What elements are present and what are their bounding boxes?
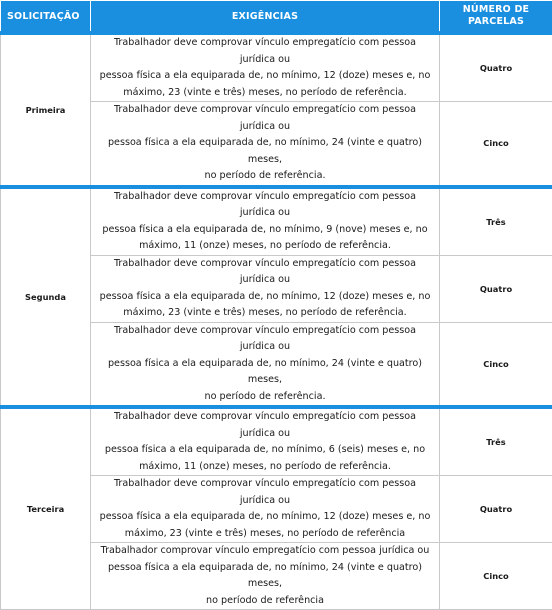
exigencia-line: pessoa física a ela equiparada de, no mínimo, 12 (doze) meses e, no [100, 291, 431, 302]
exigencia-line: Trabalhador deve comprovar vínculo empregatício com pessoa jurídica ou [114, 191, 416, 219]
exigencia-line: pessoa física a ela equiparada de, no mínimo, 24 (vinte e quatro) meses, [108, 137, 422, 165]
exigencia-line: Trabalhador deve comprovar vínculo empregatício com pessoa jurídica ou [114, 37, 416, 65]
parcelas-cell: Quatro [440, 33, 552, 102]
exigencia-line: pessoa física a ela equiparada de, no mínimo, 12 (doze) meses e, no [100, 511, 431, 522]
exigencia-cell [91, 33, 440, 102]
exigencia-line: Trabalhador deve comprovar vínculo empregatício com pessoa jurídica ou [114, 258, 416, 286]
solicitacao-cell: Primeira [1, 33, 91, 187]
exigencia-line: máximo, 23 (vinte e três) meses, no período de referência. [123, 307, 406, 318]
header-row [1, 1, 552, 34]
exigencia-line: Trabalhador deve comprovar vínculo empregatício com pessoa jurídica ou [114, 478, 416, 506]
exigencia-cell [91, 255, 440, 322]
exigencia-cell [91, 187, 440, 256]
table-row [1, 33, 552, 102]
parcelas-cell: Quatro [440, 476, 552, 543]
parcelas-cell: Três [440, 407, 552, 476]
exigencia-cell [91, 322, 440, 407]
exigencia-line: Trabalhador deve comprovar vínculo empregatício com pessoa jurídica ou [114, 411, 416, 439]
parcelas-cell: Cinco [440, 102, 552, 187]
exigencia-line: no período de referência [206, 595, 324, 606]
exigencia-line: pessoa física a ela equiparada de, no mínimo, 12 (doze) meses e, no [100, 70, 431, 81]
exigencia-line: Trabalhador deve comprovar vínculo empregatício com pessoa jurídica ou [114, 104, 416, 132]
header-solicitacao: SOLICITAÇÃO [1, 1, 91, 34]
exigencia-line: pessoa física a ela equiparada de, no mínimo, 24 (vinte e quatro) meses, [108, 358, 422, 386]
exigencia-line: máximo, 23 (vinte e três) meses, no período de referência [125, 528, 405, 539]
parcelas-cell: Cinco [440, 543, 552, 610]
exigencia-cell [91, 102, 440, 187]
exigencia-line: Trabalhador deve comprovar vínculo empregatício com pessoa jurídica ou [114, 325, 416, 353]
header-exigencias: EXIGÊNCIAS [91, 1, 440, 34]
exigencia-line: pessoa física a ela equiparada de, no mínimo, 6 (seis) meses e, no [105, 444, 425, 455]
header-numero-line1: NÚMERO DE [463, 4, 529, 15]
table-row [1, 187, 552, 256]
exigencia-line: no período de referência. [204, 170, 325, 181]
exigencia-line: máximo, 11 (onze) meses, no período de referência. [139, 461, 391, 472]
exigencia-cell [91, 543, 440, 610]
parcelas-cell: Cinco [440, 322, 552, 407]
exigencia-line: máximo, 11 (onze) meses, no período de referência. [139, 240, 391, 251]
exigencia-line: no período de referência. [204, 391, 325, 402]
exigencia-line: pessoa física a ela equiparada de, no mínimo, 9 (nove) meses e, no [102, 224, 427, 235]
exigencia-cell [91, 407, 440, 476]
parcelas-cell: Três [440, 187, 552, 256]
table-row [1, 407, 552, 476]
exigencia-line: Trabalhador comprovar vínculo empregatício com pessoa jurídica ou [101, 545, 430, 556]
solicitacao-cell: Segunda [1, 187, 91, 408]
header-numero-line2: PARCELAS [468, 16, 524, 27]
exigencia-cell [91, 476, 440, 543]
exigencia-line: máximo, 23 (vinte e três) meses, no período de referência. [123, 87, 406, 98]
solicitacao-cell: Terceira [1, 407, 91, 610]
exigencia-line: pessoa física a ela equiparada de, no mínimo, 24 (vinte e quatro) meses, [108, 562, 422, 590]
parcelas-cell: Quatro [440, 255, 552, 322]
header-numero-parcelas [440, 1, 552, 34]
